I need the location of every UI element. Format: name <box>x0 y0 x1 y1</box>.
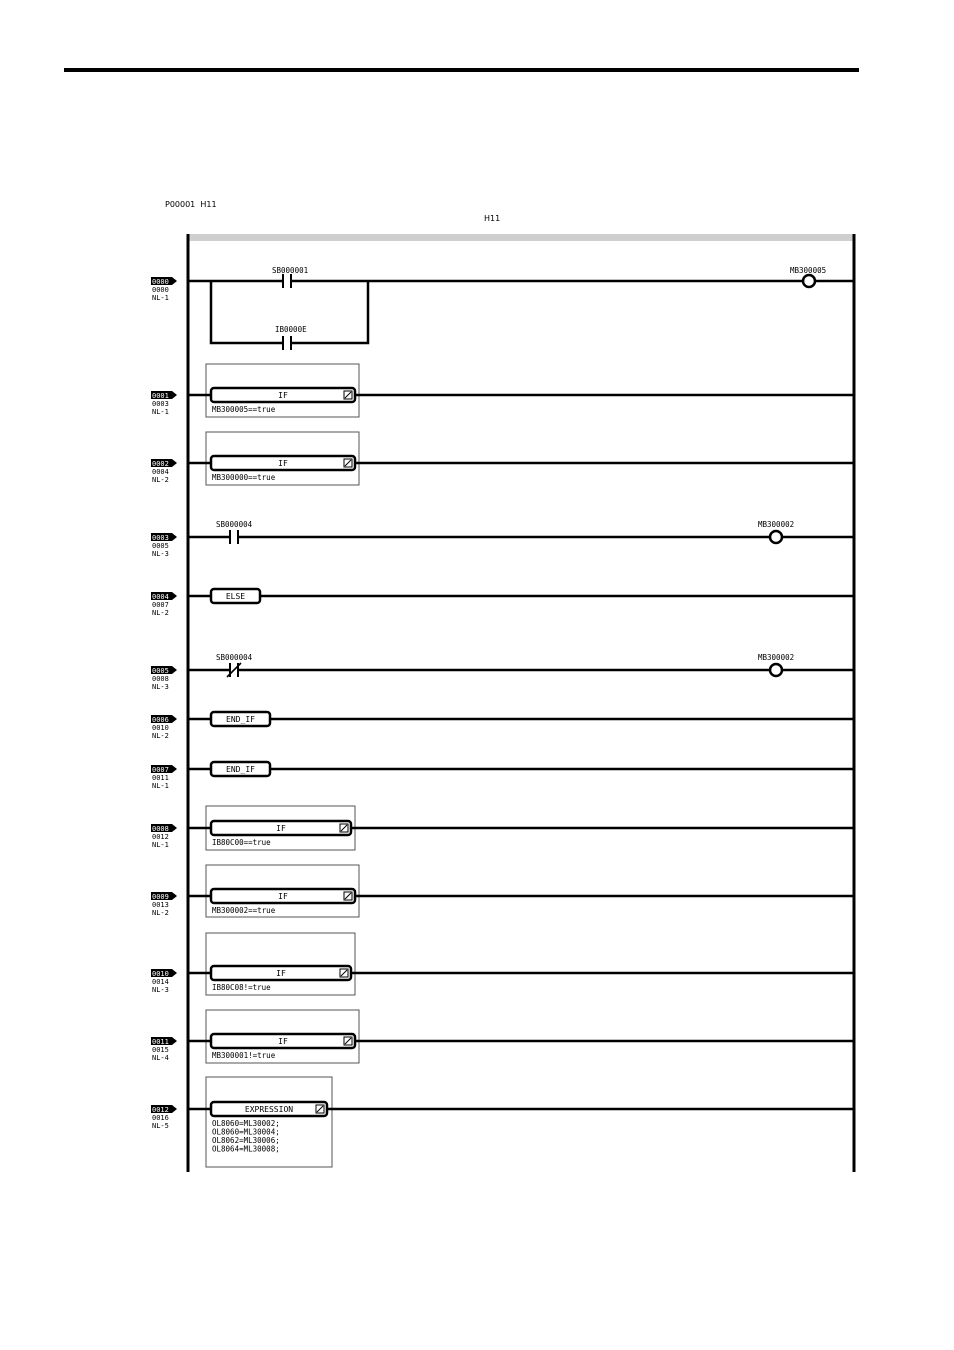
rung-number: 0008 <box>152 825 169 833</box>
instruction-label: END_IF <box>226 715 255 724</box>
instruction-label: IF <box>276 969 286 978</box>
instruction-expression: OL8060=ML30004; <box>212 1127 280 1137</box>
rung-nest-level: NL-1 <box>152 782 169 790</box>
rung-number-arrow <box>172 969 177 977</box>
instruction-label: IF <box>276 824 286 833</box>
rung-nest-level: NL-1 <box>152 408 169 416</box>
rung-nest-level: NL-3 <box>152 986 169 994</box>
instruction-expression: IB80C00==true <box>212 838 271 847</box>
rung-nest-level: NL-3 <box>152 550 169 558</box>
coil-symbol <box>803 275 815 287</box>
rung-step: 0013 <box>152 901 169 909</box>
program-title-text: H11 <box>200 200 217 209</box>
rung-number-arrow <box>172 1105 177 1113</box>
rung-number-arrow <box>172 533 177 541</box>
rung-number: 0004 <box>152 593 169 601</box>
contact-label: IB0000E <box>275 325 307 334</box>
rung-number: 0003 <box>152 534 169 542</box>
rung-nest-level: NL-2 <box>152 609 169 617</box>
rung-number: 0009 <box>152 893 169 901</box>
rail-header-band <box>188 234 854 241</box>
instruction-expression: MB300005==true <box>212 405 276 414</box>
rung-number-arrow <box>172 765 177 773</box>
rung-step: 0012 <box>152 833 169 841</box>
center-title: H11 <box>484 214 501 223</box>
rung-step: 0007 <box>152 601 169 609</box>
rung-number-arrow <box>172 715 177 723</box>
instruction-label: IF <box>278 391 288 400</box>
rung-number-arrow <box>172 666 177 674</box>
coil-label: MB300005 <box>790 266 827 275</box>
instruction-label: EXPRESSION <box>244 1105 294 1114</box>
instruction-expression: OL8060=ML30002; <box>212 1119 280 1128</box>
rung-number-arrow <box>172 459 177 467</box>
rung-nest-level: NL-2 <box>152 476 169 484</box>
rung-step: 0016 <box>152 1114 169 1122</box>
rung-nest-level: NL-5 <box>152 1122 169 1130</box>
instruction-label: IF <box>278 1037 288 1046</box>
rung-nest-level: NL-4 <box>152 1054 169 1062</box>
rung-step: 0004 <box>152 468 169 476</box>
rung-number: 0005 <box>152 667 169 675</box>
instruction-label: IF <box>278 459 288 468</box>
rung-step: 0005 <box>152 542 169 550</box>
rung-number-arrow <box>172 824 177 832</box>
rung-number: 0010 <box>152 970 169 978</box>
coil-symbol <box>770 531 782 543</box>
program-id-text: P00001 <box>165 200 196 209</box>
rung-number-arrow <box>172 277 177 285</box>
coil-symbol <box>770 664 782 676</box>
rung-nest-level: NL-3 <box>152 683 169 691</box>
rung-number: 0006 <box>152 716 169 724</box>
rung-nest-level: NL-1 <box>152 841 169 849</box>
instruction-expression: MB300001!=true <box>212 1051 276 1060</box>
coil-label: MB300002 <box>758 653 795 662</box>
rung-step: 0000 <box>152 286 169 294</box>
contact-label: SB000004 <box>216 653 253 662</box>
rung-number: 0002 <box>152 460 169 468</box>
instruction-expression: MB300002==true <box>212 906 276 915</box>
rung-number: 0007 <box>152 766 169 774</box>
rung-number: 0011 <box>152 1038 169 1046</box>
instruction-label: END_IF <box>226 765 255 774</box>
rung-nest-level: NL-1 <box>152 294 169 302</box>
coil-label: MB300002 <box>758 520 795 529</box>
rung-number-arrow <box>172 892 177 900</box>
rung-nest-level: NL-2 <box>152 732 169 740</box>
instruction-label: IF <box>278 892 288 901</box>
rung-number: 0000 <box>152 278 169 286</box>
rung-number: 0012 <box>152 1106 169 1114</box>
rung-number: 0001 <box>152 392 169 400</box>
rung-step: 0008 <box>152 675 169 683</box>
instruction-expression: IB80C08!=true <box>212 983 271 992</box>
rung-nest-level: NL-2 <box>152 909 169 917</box>
rung-step: 0015 <box>152 1046 169 1054</box>
rung-number-arrow <box>172 592 177 600</box>
instruction-expression: OL8062=ML30006; <box>212 1136 280 1145</box>
rung-step: 0014 <box>152 978 169 986</box>
instruction-expression: OL8064=ML30008; <box>212 1144 280 1154</box>
rung-number-arrow <box>172 1037 177 1045</box>
rung-step: 0003 <box>152 400 169 408</box>
contact-label: SB000004 <box>216 520 253 529</box>
rung-number-arrow <box>172 391 177 399</box>
contact-label: SB000001 <box>272 266 309 275</box>
rung-step: 0010 <box>152 724 169 732</box>
instruction-expression: MB300000==true <box>212 473 276 482</box>
instruction-label: ELSE <box>225 592 246 601</box>
rung-step: 0011 <box>152 774 169 782</box>
